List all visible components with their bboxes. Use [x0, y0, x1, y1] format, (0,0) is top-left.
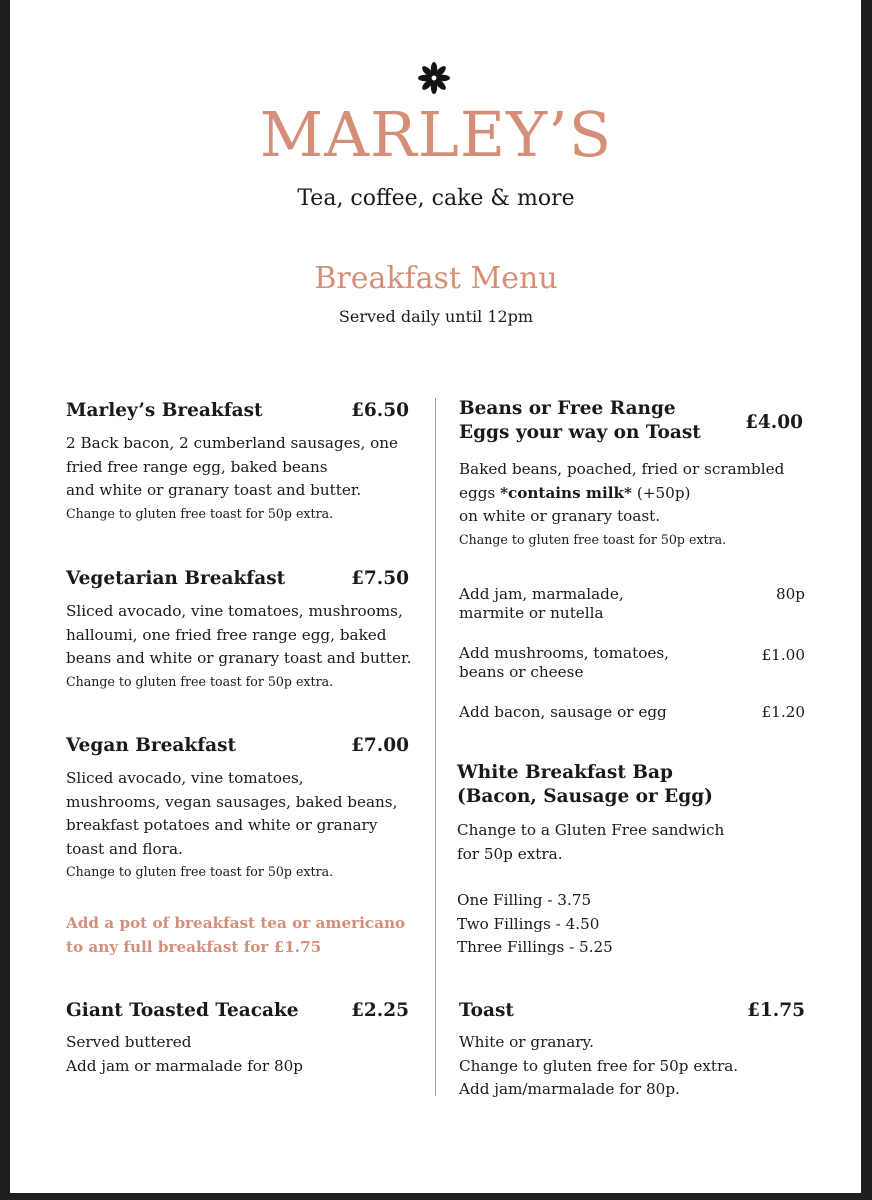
item-description: Change to a Gluten Free sandwich for 50p extra.: [457, 821, 725, 863]
item-description: Served buttered Add jam or marmalade for 80p: [66, 1033, 303, 1075]
addon-row: Add jam, marmalade, marmite or nutella 80p: [459, 585, 805, 622]
item-note: Change to gluten free toast for 50p extra.: [66, 673, 334, 689]
item-name: Marley’s Breakfast: [66, 400, 263, 421]
item-name-line-2: Eggs your way on Toast: [459, 422, 701, 443]
menu-item-toast: [459, 999, 807, 1102]
menu-subtitle: Served daily until 12pm: [338, 307, 534, 326]
brand-name: MARLEY’S: [259, 98, 613, 171]
item-name: Vegetarian Breakfast: [66, 568, 286, 589]
addon-price: £1.20: [761, 703, 805, 721]
addon-price: 80p: [775, 585, 805, 603]
item-note: Change to gluten free toast for 50p extra.: [66, 505, 334, 521]
item-description: Sliced avocado, vine tomatoes, mushrooms, vegan sausages, baked beans, breakfast potatoes and white or granary toast and flora.: [66, 769, 398, 858]
item-price: £1.75: [747, 1000, 805, 1021]
item-price: £7.50: [351, 568, 409, 589]
item-price: £2.25: [351, 1000, 409, 1021]
addon-row: Add mushrooms, tomatoes, beans or cheese £1.00: [459, 644, 805, 681]
menu-item-white-breakfast-bap: [457, 761, 807, 960]
item-name: Vegan Breakfast: [66, 735, 237, 756]
menu-item-vegan-breakfast: [66, 734, 412, 881]
flower-asterisk-icon: [416, 60, 452, 96]
column-divider: [435, 398, 436, 1096]
menu-item-vegetarian-breakfast: [66, 567, 412, 691]
item-price: £7.00: [351, 735, 409, 756]
item-note: Change to gluten free toast for 50p extra.: [66, 864, 334, 879]
tagline: Tea, coffee, cake & more: [297, 186, 575, 211]
item-price: £6.50: [351, 400, 409, 421]
addon-price: £1.00: [761, 646, 805, 664]
item-description: White or granary. Change to gluten free for 50p extra. Add jam/marmalade for 80p.: [459, 1033, 739, 1098]
contains-milk-note: *contains milk*: [500, 483, 633, 502]
item-name: Toast: [459, 1000, 514, 1021]
item-name-line-1: Beans or Free Range: [459, 398, 676, 419]
menu-item-giant-toasted-teacake: [66, 999, 412, 1078]
filling-options: One Filling - 3.75 Two Fillings - 4.50 Three Fillings - 5.25: [457, 891, 613, 956]
item-description: 2 Back bacon, 2 cumberland sausages, one fried free range egg, baked beans and white or granary toast and butter.: [66, 434, 399, 499]
item-note: Change to gluten free toast for 50p extra.: [459, 531, 727, 547]
menu-item-beans-eggs-toast: [459, 397, 807, 549]
menu-item-marleys-breakfast: [66, 399, 412, 523]
item-name-line-1: White Breakfast Bap: [457, 762, 673, 783]
addon-row: Add bacon, sausage or egg £1.20: [459, 703, 805, 721]
promo-tea-americano: Add a pot of breakfast tea or americano to any full breakfast for £1.75: [66, 914, 406, 956]
item-description: Sliced avocado, vine tomatoes, mushrooms, halloumi, one fried free range egg, baked beans and white or granary toast and butter.: [66, 602, 412, 667]
item-name: Giant Toasted Teacake: [66, 1000, 299, 1021]
menu-title: Breakfast Menu: [314, 261, 558, 296]
item-name-line-2: (Bacon, Sausage or Egg): [457, 786, 713, 807]
item-description: Baked beans, poached, fried or scrambled eggs *contains milk* (+50p) on white or granary toast.: [459, 460, 785, 525]
item-price: £4.00: [745, 412, 803, 433]
